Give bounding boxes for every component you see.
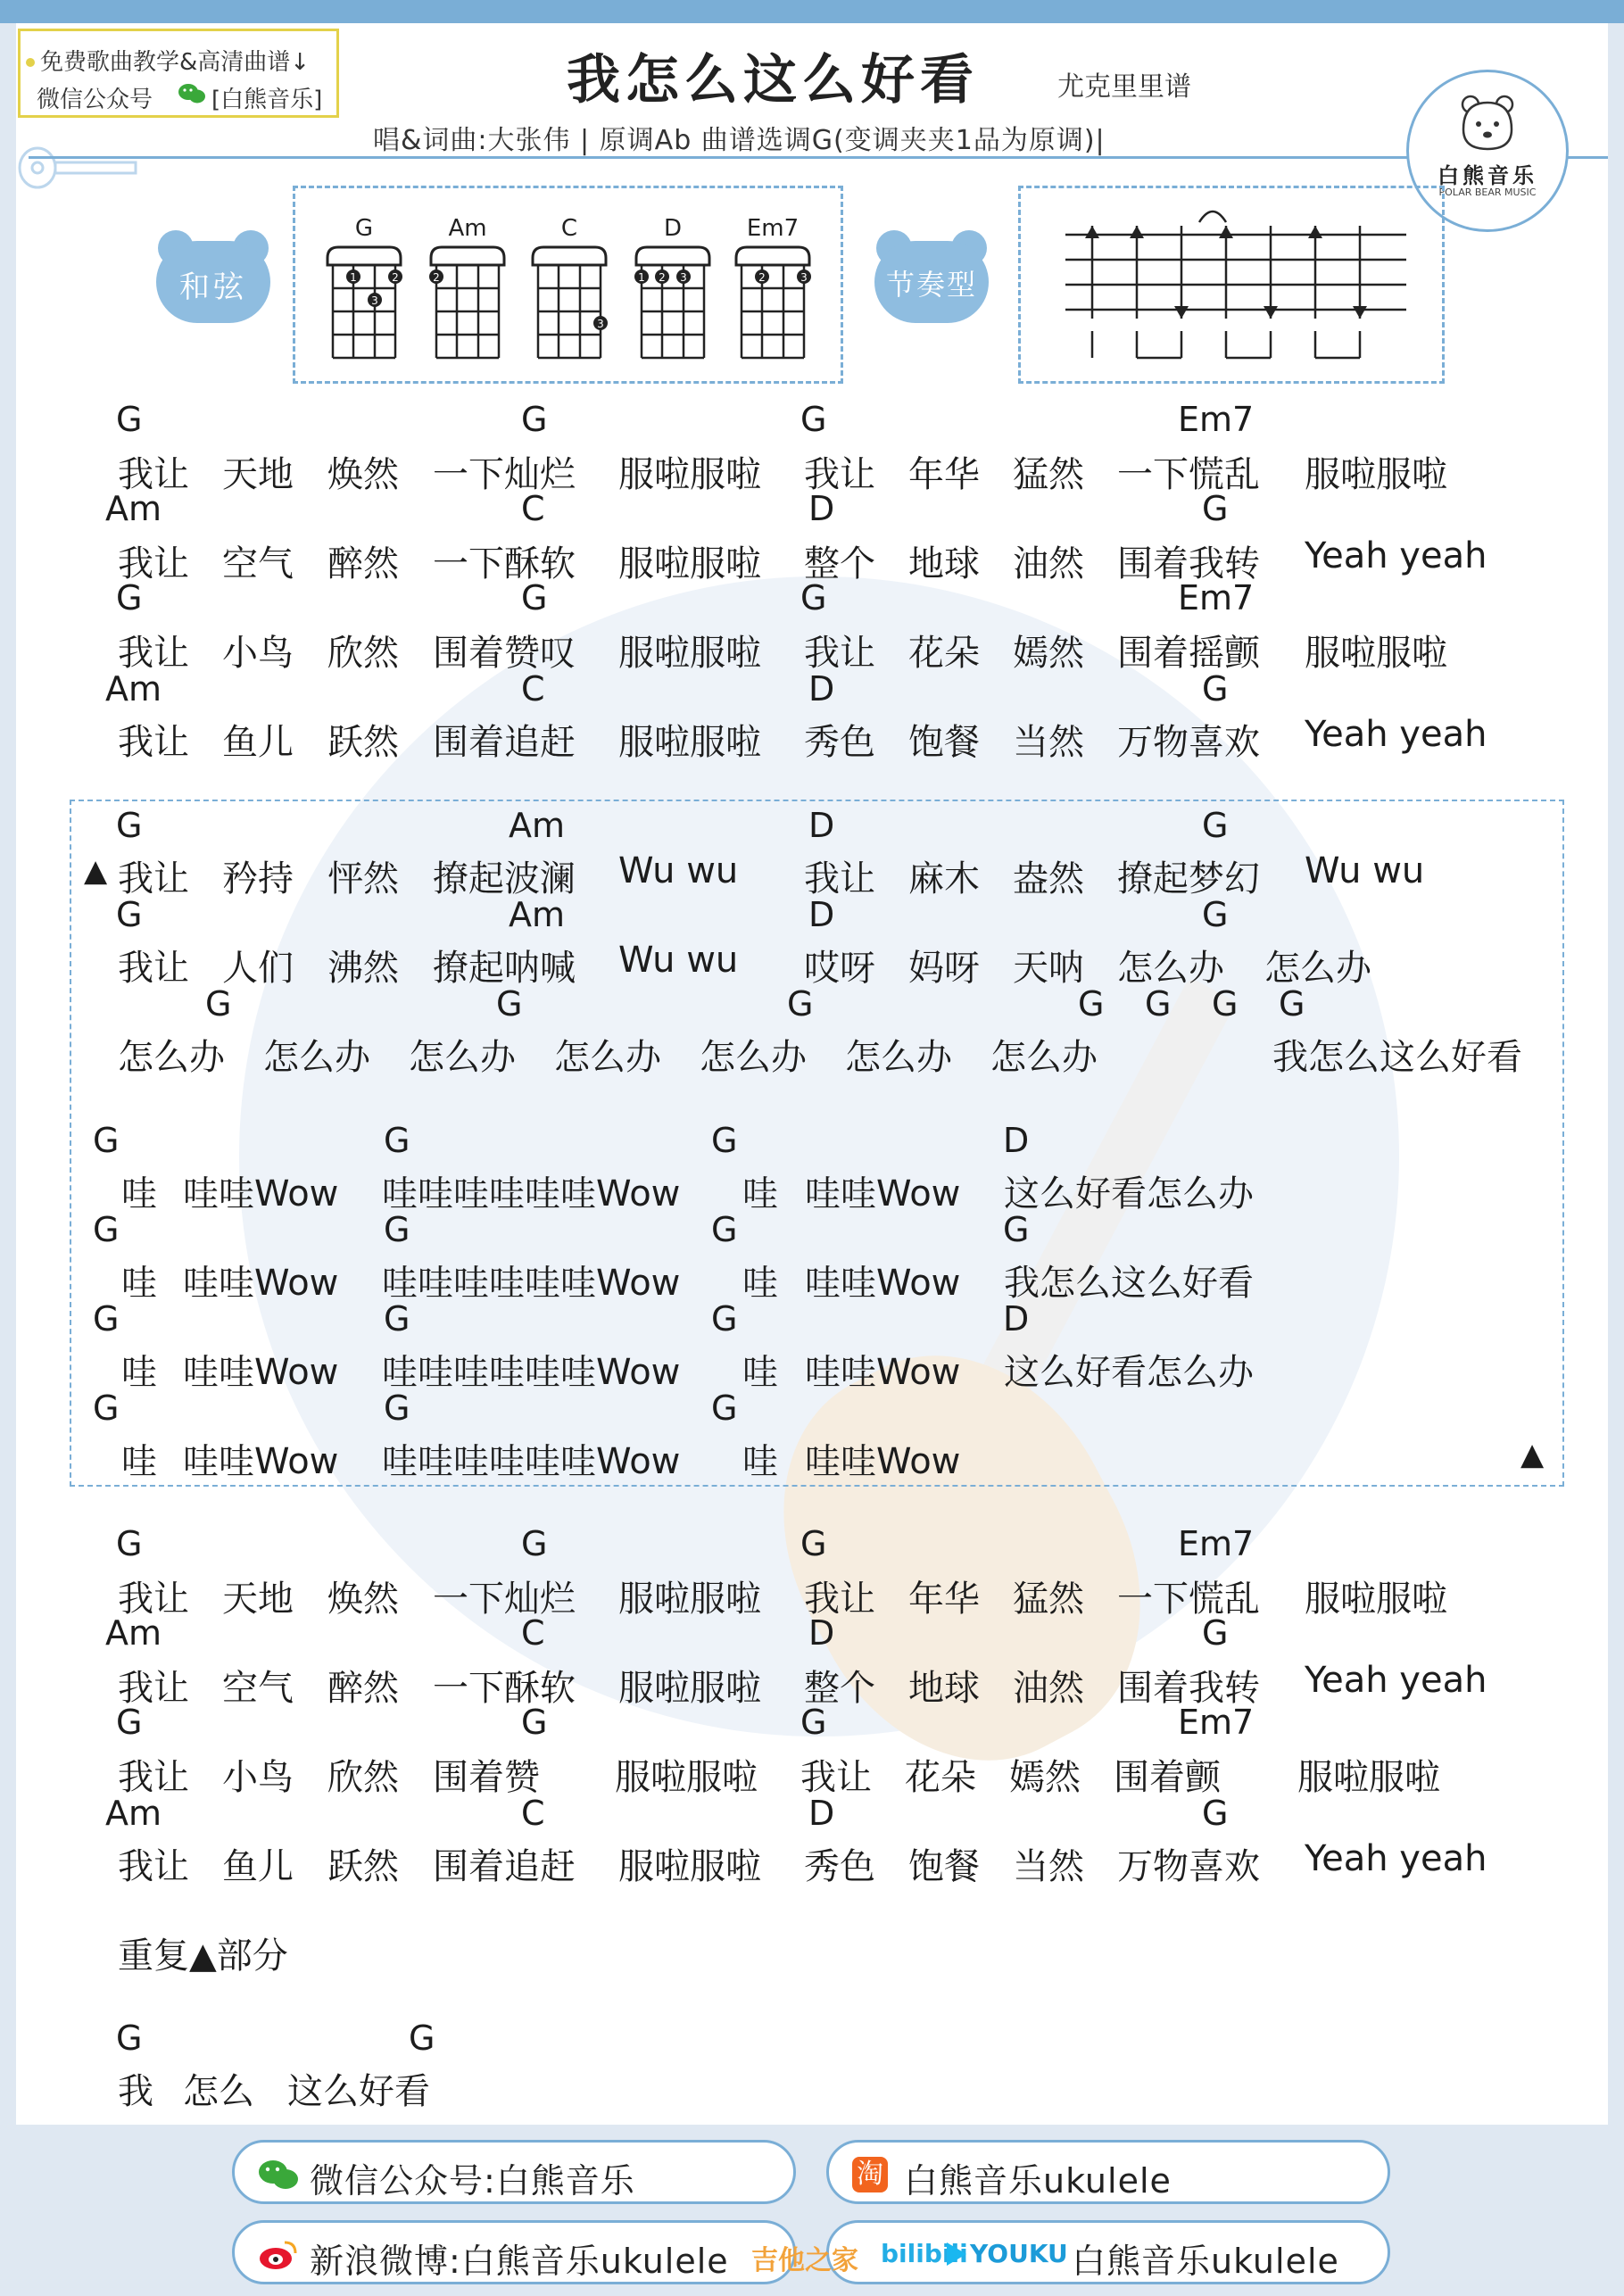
lyric-word: 油然 (1013, 543, 1084, 584)
lyric-word: 怎么办 (409, 1037, 516, 1078)
chord-symbol: G (521, 1703, 548, 1742)
chord-name: G (354, 215, 374, 242)
lyric-word: 我怎么这么好看 (1272, 1037, 1522, 1078)
chord-symbol: D (1003, 1299, 1030, 1339)
promo-line2: 微信公众号 (37, 87, 153, 113)
lyric-word: 万物喜欢 (1117, 722, 1260, 763)
chord-name: Am (448, 215, 487, 242)
chord-symbol: D (808, 489, 835, 528)
footer-video-text: 白熊音乐ukulele (1072, 2242, 1339, 2281)
watermark: 吉他之家 (751, 2245, 858, 2276)
svg-text:2: 2 (392, 271, 399, 284)
lyric-word: 围着赞叹 (433, 633, 576, 674)
lyric-word: 哇哇Wow (805, 1263, 961, 1304)
logo-text-en: POLAR BEAR MUSIC (1438, 186, 1537, 198)
youku-logo-icon: YOUKU (970, 2239, 1068, 2268)
lyric-word: 整个 (804, 1668, 875, 1709)
lyric-word: Yeah yeah (1305, 714, 1487, 755)
lyric-word: Wu wu (618, 940, 739, 981)
lyric-word: 一下慌乱 (1117, 1579, 1260, 1620)
lyric-word: 秀色 (804, 722, 875, 763)
lyric-word: 围着赞 (433, 1757, 540, 1798)
rhythm-label: 节奏型 (885, 268, 977, 302)
chord-symbol: G (93, 1388, 120, 1428)
chord-symbol: G (1078, 984, 1105, 1024)
chord-symbol: G (116, 578, 143, 618)
svg-text:3: 3 (800, 271, 808, 284)
lyric-word: 哇哇哇哇哇哇Wow (382, 1441, 681, 1482)
chord-symbol: Am (105, 1613, 162, 1653)
chord-symbol: G (205, 984, 232, 1024)
lyric-word: 地球 (908, 1668, 980, 1709)
lyric-word: 花朵 (908, 633, 980, 674)
lyric-word: 撩起呐喊 (433, 948, 576, 989)
lyric-word: 哇哇Wow (805, 1173, 961, 1214)
lyric-word: 饱餐 (908, 722, 980, 763)
chord-symbol: G (787, 984, 814, 1024)
lyric-word: 怦然 (327, 858, 399, 899)
lyric-word: 围着我转 (1117, 1668, 1260, 1709)
promo-box (18, 29, 339, 118)
chord-symbol: G (711, 1299, 738, 1339)
chord-symbol: D (1003, 1121, 1030, 1160)
chord-symbol: G (93, 1121, 120, 1160)
lyric-word: 怎么办 (263, 1037, 370, 1078)
footer-taobao-text: 白熊音乐ukulele (904, 2161, 1172, 2201)
top-color-bar (0, 0, 1624, 23)
lyric-word: 空气 (222, 543, 294, 584)
lyric-word: 我 (118, 2071, 153, 2112)
chord-symbol: G (1202, 669, 1229, 709)
chord-diagram-g (324, 215, 404, 367)
chord-symbol: Em7 (1178, 400, 1255, 439)
svg-text:3: 3 (680, 271, 687, 284)
lyric-word: Yeah yeah (1305, 535, 1487, 576)
lyric-word: 盎然 (1013, 858, 1084, 899)
footer-video[interactable] (826, 2220, 1390, 2284)
lyric-word: 怎么办 (554, 1037, 661, 1078)
chord-grid (324, 245, 404, 361)
svg-text:3: 3 (597, 318, 604, 330)
lyric-word: 服啦服啦 (618, 722, 761, 763)
chord-symbol: C (521, 669, 545, 709)
chord-symbol: G (384, 1299, 410, 1339)
chord-symbol: Am (105, 669, 162, 709)
lyric-word: 怎么办 (1117, 948, 1224, 989)
svg-text:1: 1 (350, 271, 357, 284)
chords-bear-badge (156, 230, 270, 323)
lyric-word: 当然 (1013, 722, 1084, 763)
lyric-word: 饱餐 (908, 1846, 980, 1887)
chord-diagram-em7 (733, 215, 813, 367)
lyric-word: 哇哇Wow (805, 1352, 961, 1393)
chord-symbol: G (116, 400, 143, 439)
chord-symbol: G (1145, 984, 1172, 1024)
ukulele-outline-icon (18, 141, 143, 191)
lyric-word: 人们 (222, 948, 294, 989)
repeat-start-marker: ▲ (84, 853, 108, 889)
footer-wechat[interactable] (232, 2140, 796, 2204)
lyric-word: Yeah yeah (1305, 1838, 1487, 1879)
chord-symbol: G (384, 1121, 410, 1160)
lyric-word: 怎么办 (845, 1037, 952, 1078)
chord-symbol: G (521, 1524, 548, 1563)
lyric-word: 哇 (742, 1441, 778, 1482)
lyric-word: 我让 (804, 633, 875, 674)
lyric-word: 怎么办 (990, 1037, 1098, 1078)
lyric-word: 围着我转 (1117, 543, 1260, 584)
lyric-word: 我让 (118, 633, 189, 674)
rhythm-pattern-box (1018, 186, 1445, 384)
lyric-word: 一下慌乱 (1117, 454, 1260, 495)
lyric-word: 小鸟 (222, 633, 294, 674)
youku-play-icon (947, 2242, 966, 2266)
chord-symbol: G (1003, 1210, 1030, 1249)
lyric-word: 花朵 (905, 1757, 976, 1798)
lyric-word: 服啦服啦 (1305, 454, 1447, 495)
lyric-word: Yeah yeah (1305, 1660, 1487, 1701)
lyric-word: 哇哇哇哇哇哇Wow (382, 1173, 681, 1214)
lyric-word: 我让 (118, 1668, 189, 1709)
lyric-word: 哇 (742, 1173, 778, 1214)
lyric-word: 我让 (118, 543, 189, 584)
lyric-word: 鱼儿 (222, 1846, 294, 1887)
lyric-word: 围着追赶 (433, 1846, 576, 1887)
chord-grid (633, 245, 713, 361)
lyric-word: 围着摇颤 (1117, 633, 1260, 674)
repeat-end-marker: ▲ (1520, 1437, 1545, 1472)
lyric-word: 哇哇Wow (183, 1263, 339, 1304)
chord-symbol: G (711, 1388, 738, 1428)
wechat-icon (178, 81, 206, 106)
lyric-word: 服啦服啦 (618, 1579, 761, 1620)
lyric-word: 我让 (118, 1579, 189, 1620)
chord-symbol: G (116, 806, 143, 845)
header-divider (29, 156, 1608, 159)
lyric-word: 围着颤 (1114, 1757, 1221, 1798)
chord-symbol: G (800, 1703, 827, 1742)
lyric-word: 哇 (121, 1352, 157, 1393)
chord-symbol: C (521, 489, 545, 528)
chord-symbol: G (711, 1210, 738, 1249)
svg-text:2: 2 (659, 271, 666, 284)
lyric-word: 一下灿烂 (433, 1579, 576, 1620)
lyric-word: 服啦服啦 (1297, 1757, 1440, 1798)
lyric-word: 年华 (908, 1579, 980, 1620)
chord-symbol: G (116, 1524, 143, 1563)
lyric-word: 哇哇Wow (183, 1441, 339, 1482)
lyric-word: 鱼儿 (222, 722, 294, 763)
lyric-word: 小鸟 (222, 1757, 294, 1798)
lyric-word: 嫣然 (1013, 633, 1084, 674)
lyric-word: 我让 (118, 1757, 189, 1798)
lyric-word: 服啦服啦 (618, 543, 761, 584)
lyric-word: 哇哇Wow (183, 1173, 339, 1214)
chord-grid (733, 245, 813, 361)
chord-symbol: Am (509, 895, 566, 934)
chord-symbol: C (521, 1613, 545, 1653)
lyric-word: 欣然 (327, 1757, 399, 1798)
chord-name: Em7 (746, 215, 800, 242)
chord-symbol: G (1212, 984, 1239, 1024)
lyric-word: 我让 (118, 858, 189, 899)
taobao-icon: 淘 (852, 2157, 888, 2192)
lyric-word: Wu wu (1305, 850, 1425, 891)
lyric-word: 妈呀 (908, 948, 980, 989)
lyric-word: 秀色 (804, 1846, 875, 1887)
chord-grid (427, 245, 508, 361)
chords-label: 和弦 (179, 269, 247, 305)
lyric-word: 天地 (222, 454, 294, 495)
lyric-word: 猛然 (1013, 454, 1084, 495)
chord-symbol: G (496, 984, 523, 1024)
logo-text-cn: 白熊音乐 (1438, 163, 1537, 188)
lyric-word: 哎呀 (804, 948, 875, 989)
chord-symbol: D (808, 895, 835, 934)
lyric-word: 沸然 (327, 948, 399, 989)
lyric-word: 矜持 (222, 858, 294, 899)
lyric-word: 围着追赶 (433, 722, 576, 763)
song-subtitle: 尤克里里谱 (1057, 71, 1191, 103)
promo-dot (26, 58, 35, 67)
song-title: 我怎么这么好看 (567, 49, 979, 112)
chord-symbol: Am (509, 806, 566, 845)
lyric-word: 我让 (118, 948, 189, 989)
chord-symbol: D (808, 669, 835, 709)
chord-symbol: G (1202, 1794, 1229, 1833)
chord-symbol: G (384, 1388, 410, 1428)
lyric-word: 服啦服啦 (618, 1668, 761, 1709)
lyric-word: 这么好看怎么办 (1004, 1173, 1254, 1214)
lyric-word: 天地 (222, 1579, 294, 1620)
polar-bear-icon (1456, 90, 1519, 153)
lyric-word: 服啦服啦 (618, 454, 761, 495)
lyric-word: 服啦服啦 (618, 1846, 761, 1887)
chord-symbol: D (808, 1613, 835, 1653)
chord-diagram-d (633, 215, 713, 367)
chord-symbol: G (1202, 895, 1229, 934)
lyric-word: 哇 (121, 1441, 157, 1482)
chord-symbol: G (384, 1210, 410, 1249)
rhythm-pattern (1021, 188, 1442, 381)
chord-symbol: G (1202, 806, 1229, 845)
lyric-word: 跃然 (327, 1846, 399, 1887)
lyric-word: 一下灿烂 (433, 454, 576, 495)
lyric-word: 服啦服啦 (618, 633, 761, 674)
lyric-word: 万物喜欢 (1117, 1846, 1260, 1887)
svg-text:3: 3 (371, 294, 378, 307)
lyric-word: 哇哇哇哇哇哇Wow (382, 1352, 681, 1393)
lyric-word: 怎么办 (1264, 948, 1371, 989)
chord-symbol: G (93, 1210, 120, 1249)
chord-symbol: D (808, 1794, 835, 1833)
chord-diagram-am (427, 215, 508, 367)
lyric-word: 整个 (804, 543, 875, 584)
chord-symbol: G (800, 1524, 827, 1563)
lyric-word: 我让 (804, 1579, 875, 1620)
chord-diagram-c (529, 215, 609, 367)
chord-symbol: D (808, 806, 835, 845)
chord-symbol: Em7 (1178, 578, 1255, 618)
lyric-word: 年华 (908, 454, 980, 495)
chord-name: C (560, 215, 578, 242)
chord-symbol: G (1202, 1613, 1229, 1653)
lyric-word: 怎么办 (700, 1037, 807, 1078)
footer-taobao[interactable] (826, 2140, 1390, 2204)
lyric-word: 哇 (121, 1173, 157, 1214)
repeat-instruction: 重复▲部分 (118, 1935, 288, 1977)
svg-text:1: 1 (638, 271, 645, 284)
lyric-word: 这么好看 (287, 2071, 430, 2112)
chord-symbol: Am (105, 489, 162, 528)
lyric-word: 一下酥软 (433, 543, 576, 584)
chord-symbol: G (800, 400, 827, 439)
chord-symbol: G (1202, 489, 1229, 528)
lyric-word: 哇哇哇哇哇哇Wow (382, 1263, 681, 1304)
svg-text:2: 2 (758, 271, 766, 284)
lyric-word: 我怎么这么好看 (1004, 1263, 1254, 1304)
chord-symbol: G (1279, 984, 1305, 1024)
lyric-word: 哇 (742, 1263, 778, 1304)
lyric-word: 怎么 (183, 2071, 254, 2112)
lyric-word: 我让 (804, 858, 875, 899)
lyric-word: 猛然 (1013, 1579, 1084, 1620)
lyric-word: 我让 (118, 722, 189, 763)
lyric-word: 焕然 (327, 1579, 399, 1620)
lyric-word: 一下酥软 (433, 1668, 576, 1709)
chord-grid (529, 245, 609, 361)
chord-symbol: G (116, 2018, 143, 2058)
lyric-word: 焕然 (327, 454, 399, 495)
lyric-word: 我让 (804, 454, 875, 495)
chord-symbol: C (521, 1794, 545, 1833)
wechat-icon (258, 2159, 299, 2191)
lyric-word: 这么好看怎么办 (1004, 1352, 1254, 1393)
lyric-word: 怎么办 (118, 1037, 225, 1078)
chord-symbol: G (409, 2018, 435, 2058)
lyric-word: 撩起波澜 (433, 858, 576, 899)
lyric-word: 哇 (742, 1352, 778, 1393)
lyric-word: 我让 (800, 1757, 872, 1798)
song-credits: 唱&词曲:大张伟 | 原调Ab 曲谱选调G(变调夹夹1品为原调)| (373, 125, 1106, 156)
lyric-word: 我让 (118, 454, 189, 495)
rhythm-bear-badge (874, 230, 989, 323)
lyric-word: 当然 (1013, 1846, 1084, 1887)
promo-line2b: [白熊音乐] (211, 87, 323, 113)
footer-weibo-text: 新浪微博:白熊音乐ukulele (310, 2242, 729, 2281)
footer-weibo[interactable] (232, 2220, 796, 2284)
chord-name: D (663, 215, 683, 242)
lyric-word: 服啦服啦 (1305, 1579, 1447, 1620)
lyric-word: 我让 (118, 1846, 189, 1887)
chord-symbol: G (711, 1121, 738, 1160)
footer-wechat-text: 微信公众号:白熊音乐 (310, 2161, 635, 2201)
lyric-word: 嫣然 (1009, 1757, 1081, 1798)
lyric-word: 油然 (1013, 1668, 1084, 1709)
lyric-word: 麻木 (908, 858, 980, 899)
lyric-word: 醉然 (327, 1668, 399, 1709)
chord-symbol: G (116, 895, 143, 934)
promo-line1: 免费歌曲教学&高清曲谱↓ (40, 49, 311, 76)
lyric-word: 哇 (121, 1263, 157, 1304)
chord-diagram-box (293, 186, 843, 384)
weibo-icon (258, 2239, 299, 2271)
chord-symbol: Em7 (1178, 1524, 1255, 1563)
lyric-word: 哇哇Wow (805, 1441, 961, 1482)
chord-symbol: G (93, 1299, 120, 1339)
lyric-word: 天呐 (1013, 948, 1084, 989)
chord-symbol: Em7 (1178, 1703, 1255, 1742)
chord-symbol: Am (105, 1794, 162, 1833)
lyric-word: 欣然 (327, 633, 399, 674)
lyric-word: 撩起梦幻 (1117, 858, 1260, 899)
chord-symbol: G (800, 578, 827, 618)
lyric-word: Wu wu (618, 850, 739, 891)
lyric-word: 服啦服啦 (1305, 633, 1447, 674)
lyric-word: 空气 (222, 1668, 294, 1709)
lyric-word: 地球 (908, 543, 980, 584)
chord-symbol: G (521, 578, 548, 618)
chord-symbol: G (116, 1703, 143, 1742)
bilibili-logo-icon: bilibili (881, 2239, 968, 2268)
lyric-word: 跃然 (327, 722, 399, 763)
lyric-word: 醉然 (327, 543, 399, 584)
chord-symbol: G (521, 400, 548, 439)
lyric-word: 哇哇Wow (183, 1352, 339, 1393)
svg-text:2: 2 (433, 271, 440, 284)
lyric-word: 服啦服啦 (615, 1757, 758, 1798)
